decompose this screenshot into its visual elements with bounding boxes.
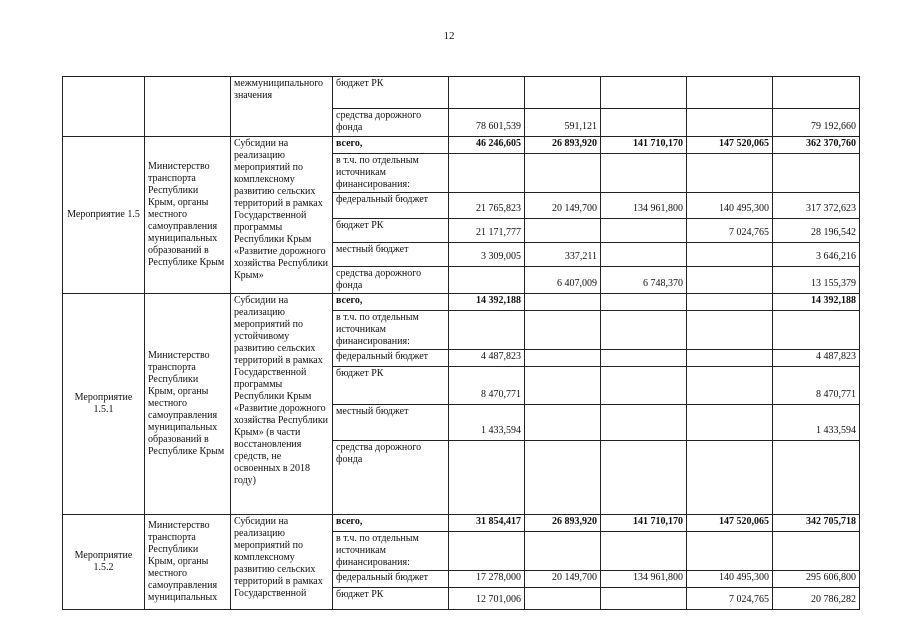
year-value-cell: 147 520,065: [687, 515, 773, 532]
year-value-cell: [525, 532, 601, 571]
funding-source-cell: федеральный бюджет: [333, 350, 449, 367]
year-value-cell: 140 495,300: [687, 571, 773, 588]
total-value-cell: 3 646,216: [773, 243, 860, 267]
total-value-cell: 13 155,379: [773, 267, 860, 294]
year-value-cell: [601, 243, 687, 267]
year-value-cell: 26 893,920: [525, 137, 601, 154]
year-value-cell: [525, 350, 601, 367]
year-value-cell: 134 961,800: [601, 193, 687, 219]
funding-source-cell: бюджет РК: [333, 367, 449, 405]
year-value-cell: [525, 311, 601, 350]
total-value-cell: 4 487,823: [773, 350, 860, 367]
year-value-cell: [687, 77, 773, 109]
year-value-cell: 337,211: [525, 243, 601, 267]
year-value-cell: [601, 219, 687, 243]
year-value-cell: 6 748,370: [601, 267, 687, 294]
funding-source-cell: бюджет РК: [333, 219, 449, 243]
funding-source-cell: местный бюджет: [333, 405, 449, 441]
subsidy-cell: Субсидии на реализацию мероприятий по комплексному развитию сельских территорий в рамках Государственной программы Республики Крым «Развитие дорожного хозяйства Республики Крым»: [231, 137, 333, 294]
year-value-cell: 140 495,300: [687, 193, 773, 219]
year-value-cell: 17 278,000: [449, 571, 525, 588]
total-value-cell: [773, 532, 860, 571]
year-value-cell: 7 024,765: [687, 588, 773, 610]
year-value-cell: [525, 367, 601, 405]
total-value-cell: 362 370,760: [773, 137, 860, 154]
year-value-cell: 26 893,920: [525, 515, 601, 532]
funding-source-cell: средства дорожного фонда: [333, 267, 449, 294]
year-value-cell: 20 149,700: [525, 193, 601, 219]
year-value-cell: 78 601,539: [449, 109, 525, 137]
total-value-cell: 28 196,542: [773, 219, 860, 243]
year-value-cell: [687, 405, 773, 441]
measure-cell: Мероприятие 1.5.2: [63, 515, 145, 610]
total-value-cell: [773, 311, 860, 350]
year-value-cell: [687, 267, 773, 294]
year-value-cell: [601, 109, 687, 137]
funding-source-cell: федеральный бюджет: [333, 571, 449, 588]
total-value-cell: 14 392,188: [773, 294, 860, 311]
year-value-cell: 6 407,009: [525, 267, 601, 294]
budget-table: [62, 76, 860, 610]
year-value-cell: [687, 154, 773, 193]
year-value-cell: 8 470,771: [449, 367, 525, 405]
page-number: 12: [443, 30, 455, 42]
year-value-cell: [687, 532, 773, 571]
total-value-cell: 8 470,771: [773, 367, 860, 405]
measure-cell: [63, 77, 145, 137]
total-value-cell: [773, 441, 860, 515]
year-value-cell: [601, 154, 687, 193]
year-value-cell: [525, 294, 601, 311]
year-value-cell: [449, 267, 525, 294]
year-value-cell: 21 765,823: [449, 193, 525, 219]
year-value-cell: [601, 532, 687, 571]
year-value-cell: 3 309,005: [449, 243, 525, 267]
year-value-cell: [687, 367, 773, 405]
funding-source-cell: всего,: [333, 137, 449, 154]
year-value-cell: [449, 77, 525, 109]
year-value-cell: 20 149,700: [525, 571, 601, 588]
year-value-cell: [449, 441, 525, 515]
year-value-cell: [525, 77, 601, 109]
year-value-cell: 31 854,417: [449, 515, 525, 532]
executor-cell: Министерство транспорта Республики Крым, органы местного самоуправления муниципальных образований в Республике Крым: [145, 137, 231, 294]
year-value-cell: 46 246,605: [449, 137, 525, 154]
subsidy-cell: Субсидии на реализацию мероприятий по устойчивому развитию сельских территорий в рамках Государственной программы Республики Крым «Развитие дорожного хозяйства Республики Крым» (в части восстановления средств, не освоенных в 2018 году): [231, 294, 333, 515]
subsidy-cell: Субсидии на реализацию мероприятий по комплексному развитию сельских территорий в рамках Государственной: [231, 515, 333, 610]
year-value-cell: 12 701,006: [449, 588, 525, 610]
year-value-cell: 4 487,823: [449, 350, 525, 367]
funding-source-cell: в т.ч. по отдельным источникам финансирования:: [333, 532, 449, 571]
year-value-cell: 141 710,170: [601, 515, 687, 532]
year-value-cell: [601, 405, 687, 441]
year-value-cell: 1 433,594: [449, 405, 525, 441]
measure-cell: Мероприятие 1.5.1: [63, 294, 145, 515]
year-value-cell: [449, 154, 525, 193]
table-row: [63, 77, 860, 109]
total-value-cell: 20 786,282: [773, 588, 860, 610]
executor-cell: [145, 77, 231, 137]
year-value-cell: [449, 311, 525, 350]
year-value-cell: [525, 154, 601, 193]
year-value-cell: [601, 77, 687, 109]
executor-cell: Министерство транспорта Республики Крым, органы местного самоуправления муниципальных: [145, 515, 231, 610]
year-value-cell: [601, 311, 687, 350]
funding-source-cell: бюджет РК: [333, 77, 449, 109]
year-value-cell: [687, 243, 773, 267]
table-row: [63, 294, 860, 311]
funding-source-cell: в т.ч. по отдельным источникам финансирования:: [333, 311, 449, 350]
total-value-cell: [773, 77, 860, 109]
year-value-cell: 21 171,777: [449, 219, 525, 243]
funding-source-cell: средства дорожного фонда: [333, 109, 449, 137]
year-value-cell: [525, 219, 601, 243]
year-value-cell: [601, 350, 687, 367]
year-value-cell: [687, 294, 773, 311]
measure-cell: Мероприятие 1.5: [63, 137, 145, 294]
year-value-cell: [601, 367, 687, 405]
year-value-cell: [449, 532, 525, 571]
year-value-cell: 14 392,188: [449, 294, 525, 311]
total-value-cell: [773, 154, 860, 193]
year-value-cell: [687, 109, 773, 137]
year-value-cell: 7 024,765: [687, 219, 773, 243]
year-value-cell: [601, 441, 687, 515]
year-value-cell: [601, 294, 687, 311]
funding-source-cell: всего,: [333, 515, 449, 532]
year-value-cell: [687, 311, 773, 350]
table-row: [63, 515, 860, 532]
year-value-cell: 591,121: [525, 109, 601, 137]
funding-source-cell: всего,: [333, 294, 449, 311]
funding-source-cell: федеральный бюджет: [333, 193, 449, 219]
total-value-cell: 295 606,800: [773, 571, 860, 588]
year-value-cell: [601, 588, 687, 610]
table-row: [63, 137, 860, 154]
funding-source-cell: местный бюджет: [333, 243, 449, 267]
funding-source-cell: в т.ч. по отдельным источникам финансирования:: [333, 154, 449, 193]
year-value-cell: 134 961,800: [601, 571, 687, 588]
funding-source-cell: средства дорожного фонда: [333, 441, 449, 515]
total-value-cell: 1 433,594: [773, 405, 860, 441]
subsidy-cell: межмуниципального значения: [231, 77, 333, 137]
year-value-cell: [687, 350, 773, 367]
year-value-cell: [687, 441, 773, 515]
year-value-cell: [525, 441, 601, 515]
year-value-cell: [525, 405, 601, 441]
funding-source-cell: бюджет РК: [333, 588, 449, 610]
total-value-cell: 342 705,718: [773, 515, 860, 532]
year-value-cell: 141 710,170: [601, 137, 687, 154]
year-value-cell: [525, 588, 601, 610]
executor-cell: Министерство транспорта Республики Крым, органы местного самоуправления муниципальных образований в Республике Крым: [145, 294, 231, 515]
total-value-cell: 79 192,660: [773, 109, 860, 137]
year-value-cell: 147 520,065: [687, 137, 773, 154]
total-value-cell: 317 372,623: [773, 193, 860, 219]
